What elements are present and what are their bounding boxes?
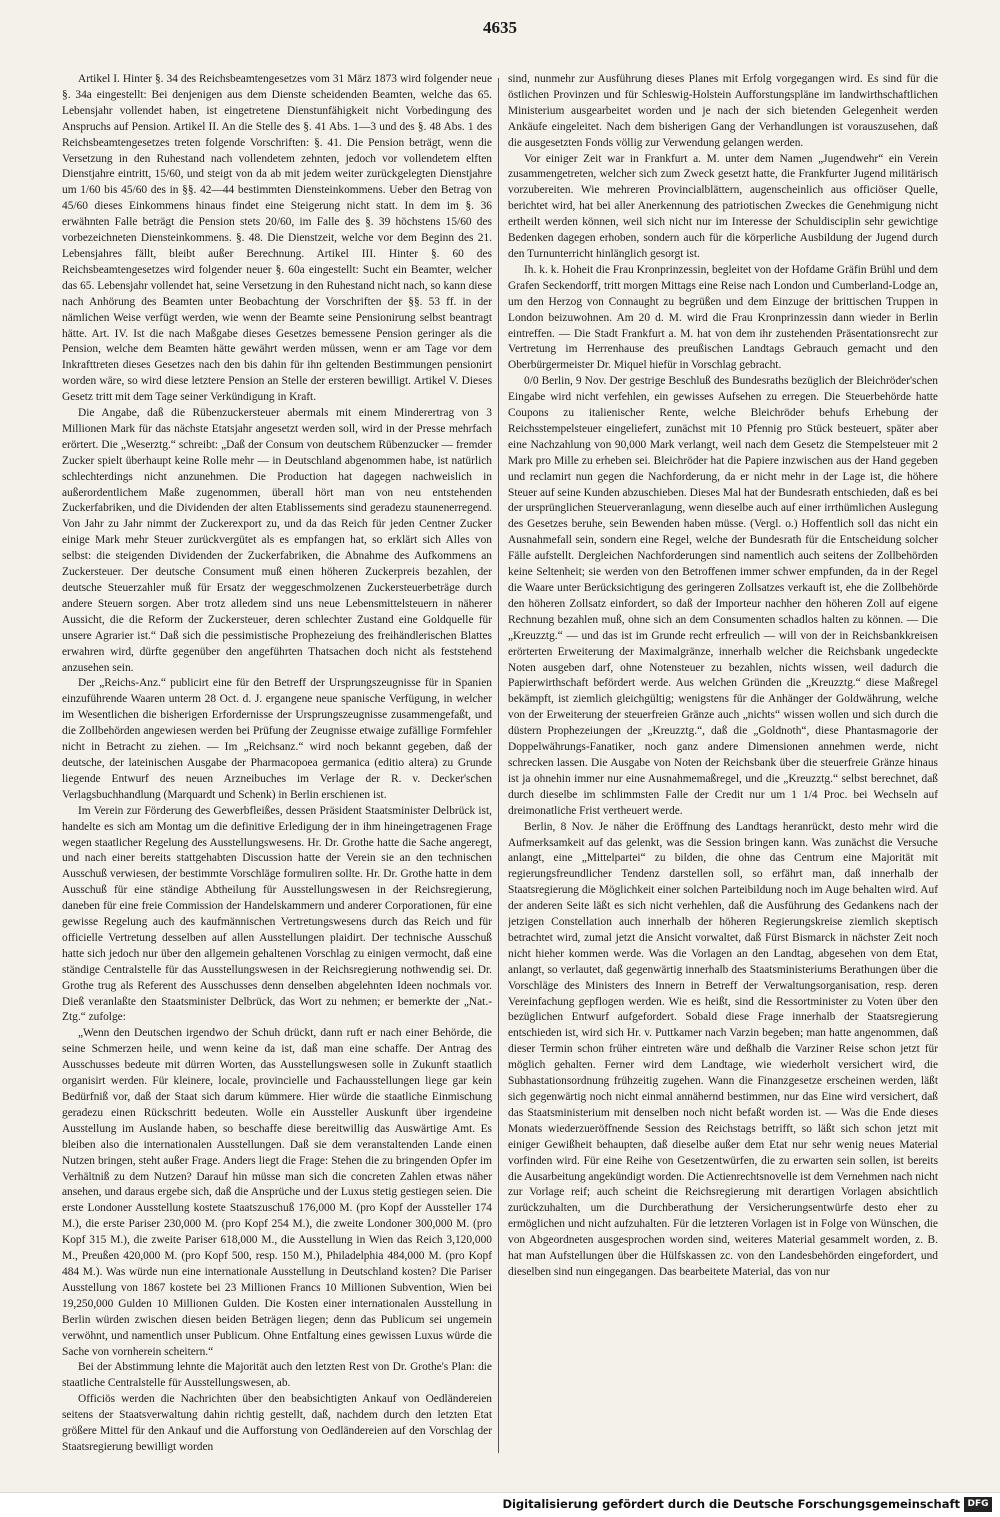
article-paragraph: sind, nunmehr zur Ausführung dieses Planes mit Erfolg vorgegangen wird. Es sind für die östlichen Provinzen und für Schleswig-Holstein Aufforstungspläne im landwirthschaftlichen Ministerium ausgearbeitet worden und je nach der sich bietenden Gelegenheit werden Ankäufe eingeleitet. Nach dem bisherigen Gang der Verhandlungen ist vorauszusehen, daß die ausgesetzten Fonds völlig zur Verwendung gelangen werden.: [508, 73, 938, 149]
column-divider: [498, 78, 499, 1453]
article-paragraph: Bei der Abstimmung lehnte die Majorität auch den letzten Rest von Dr. Grothe's Plan: die staatliche Centralstelle für Ausstellungswesen, ab.: [62, 1361, 492, 1390]
dateline-paragraph: 0/0 Berlin, 9 Nov. Der gestrige Beschluß des Bundesraths bezüglich der Bleichröder'schen Eingabe wird nicht verfehlen, ein gewisses Aufsehen zu erregen. Die Steuerbehörde hatte Coupons zu italienischer Rente, welche Bleichröder behufs Erhebung der Reichsstempelsteuer eingeliefert, zunächst mit 10 Pfennig pro Stück besteuert, später aber eine Nachzahlung von 90,000 Mark verlangt, weil nach dem Gesetz die Stempelsteuer mit 2 Mark pro Mille zu erheben sei. Bleichröder hat die Papiere inzwischen aus der Hand gegeben und reclamirt nun gegen die Nachforderung, da er nicht mehr in der Lage ist, die höhere Steuer auf seine Kunden abzuschieben. Dieses Mal hat der Bundesrath entschieden, daß es bei der ursprünglichen Steuerveranlagung, wenn dieselbe auch auf einer irrthümlichen Auslegung des Gesetzes beruhe, sein Bewenden haben müsse. (Vergl. o.) Hoffentlich soll das nicht ein Ausnahmefall sein, sondern eine Regel, welche der Bundesrath für die Entscheidung solcher Fälle aufstellt. Dergleichen Nachforderungen sind namentlich auch seitens der Zollbehörden keine Seltenheit; sie werden von den Betroffenen immer schwer empfunden, da in der Regel die Waare unter Berücksichtigung des geringeren Zollsatzes verkauft ist, ehe die Zollbehörde den höheren Zollsatz einfordert, so daß der Importeur nachher den höheren Zoll auf eigene Rechnung bezahlen muß, ohne sich an dem Consumenten schadlos halten zu können. — Die „Kreuzztg.“ — und das ist im Grunde recht erfreulich — will von der in Reichsbankkreisen erörterten Erweiterung der Maximalgränze, innerhalb welcher die Reichsbank ungedeckte Noten ausgeben darf, ohne Notensteuer zu bezahlen, nichts wissen, weil dadurch die Papierwirthschaft befördert werde. Aus welchen Gründen die „Kreuzztg.“ diese Maßregel bekämpft, ist ziemlich gleichgültig; wenigstens für die Anhänger der Goldwährung, welche von der Erweiterung der steuerfreien Gränze auch „nichts“ wissen wollen und sich durch die düstern Prophezeiungen der „Kreuzztg.“, daß die „Goldnoth“, diese Phantasmagorie der Doppelwährungs-Fanatiker, noch ganz andere Dimensionen annehmen werde, nicht schrecken lassen. Die Ausgabe von Noten der Reichsbank über die steuerfreie Gränze hinaus ist ja ohnehin immer nur eine Ausnahmemaßregel, und die „Kreuzztg.“ selbst berechnet, daß durch dieselbe im schlimmsten Falle der Credit nur um 1 1/4 Proc. bei Wechseln auf dreimonatliche Frist vertheuert werde.: [508, 375, 938, 817]
article-paragraph: Officiös werden die Nachrichten über den beabsichtigten Ankauf von Oedländereien seitens der Staatsverwaltung dahin richtig gestellt, daß, nachdem durch den letzten Etat größere Mittel für den Ankauf und die Aufforstung von Oedländereien auf den Vorschlag der Staatsregierung bewilligt worden: [62, 1393, 492, 1453]
quote-paragraph: „Wenn den Deutschen irgendwo der Schuh drückt, dann ruft er nach einer Behörde, die seine Schmerzen heile, und wenn keine da ist, daß man eine schaffe. Der Antrag des Ausschusses bedeute mit dürren Worten, das Ausstellungswesen solle in Zukunft staatlich organisirt werden. Für kleinere, locale, provincielle und Fachausstellungen liege gar kein Bedürfniß vor, daß der Staat sich darum kümmere. Hier würde die staatliche Einmischung geradezu einen Rückschritt bedeuten. Wolle ein Aussteller Auskunft über irgendeine Ausstellung im Auslande haben, so beschaffe diese bereitwillig das Auswärtige Amt. Es bleiben also die internationalen Ausstellungen. Daß sie dem veranstaltenden Lande einen Nutzen bringen, steht außer Frage. Anders liegt die Frage: Stehen die zu bringenden Opfer im Verhältniß zu dem Nutzen? Darauf hin müsse man sich die concreten Zahlen etwas näher ansehen, und daraus ergebe sich, daß die Ansprüche und der Luxus stetig gestiegen seien. Die erste Londoner Ausstellung kostete Staatszuschuß 176,000 M. (pro Kopf der Aussteller 174 M.), die erste Pariser 230,000 M. (pro Kopf 254 M.), die zweite Londoner 300,000 M. (pro Kopf 315 M.), die zweite Pariser 618,000 M., die Ausstellung in Wien das Reich 3,120,000 M., Preußen 420,000 M. (pro Kopf 500, resp. 150 M.), Philadelphia 484,000 M. (pro Kopf 484 M.). Was würde nun eine internationale Ausstellung in Deutschland kosten? Die Pariser Ausstellung von 1867 kostete bei 23 Millionen Francs 10 Millionen Subvention, Wien bei 19,250,000 Gulden 10 Millionen Gulden. Die Kosten einer internationalen Ausstellung in Berlin würden zwischen diesen beiden Beträgen liegen; denn das Publicum sei ungemein verwöhnt, und namentlich unser Publicum. Ohne Entfaltung eines gewissen Luxus würde die Sache von vornherein scheitern.“: [62, 1027, 492, 1358]
footer-bar: [0, 1492, 1000, 1517]
left-column: [62, 72, 492, 1472]
article-paragraph: Die Angabe, daß die Rübenzuckersteuer abermals mit einem Minderertrag von 3 Millionen Mark für das nächste Etatsjahr angesetzt werden soll, wird in der Presse mehrfach erörtert. Die „Weserztg.“ schreibt: „Daß der Consum von deutschem Rübenzucker — fremder Zucker spielt überhaupt keine Rolle mehr — in Deutschland abgenommen habe, ist natürlich schlechterdings nicht anzunehmen. Die Production hat dagegen nachweislich in außerordentlichem Maße zugenommen, überall hört man von neu entstehenden Zuckerfabriken, und die Dividenden der alten Etablissements sind geradezu staunenerregend. Von Jahr zu Jahr nimmt der Zuckerexport zu, und da das Reich für jeden Centner Zucker einige Mark mehr Steuer zurückvergütet als es empfangen hat, so erklärt sich Alles von selbst: die steigenden Dividenden der Zuckerfabriken, die Abnahme des Aufkommens an Zuckersteuer. Der deutsche Consument muß einen höheren Zuckerpreis bezahlen, der deutsche Steuerzahler muß für Ersatz der weggeschmolzenen Zuckersteuerbeträge durch andere Steuern sorgen. Aber trotz alledem sind uns neue Lebensmittelsteuern in näherer Aussicht, die die Reform der Zuckersteuer, deren schlechter Zustand eine Goldquelle für unsere Agrarier ist.“ Daß sich die pessimistische Prophezeiung des freihändlerischen Blattes erwahren wird, dürfte gegenüber den angeführten Thatsachen doch nicht als feststehend anzusehen sein.: [62, 407, 492, 674]
right-column: [508, 72, 938, 1472]
article-paragraph: Artikel I. Hinter §. 34 des Reichsbeamtengesetzes vom 31 März 1873 wird folgender neue §. 34a eingestellt: Bei denjenigen aus dem Dienste scheidenden Beamten, welche das 65. Lebensjahr vollendet haben, ist eingetretene Dienstunfähigkeit nicht Vorbedingung des Anspruchs auf Pension. Artikel II. An die Stelle des §. 41 Abs. 1—3 und des §. 48 Abs. 1 des Reichsbeamtengesetzes treten folgende Vorschriften: §. 41. Die Pension beträgt, wenn die Versetzung in den Ruhestand nach vollendetem zehnten, jedoch vor vollendetem elften Dienstjahre eintritt, 15/60, und steigt von da ab mit jedem weiter zurückgelegten Dienstjahre um 1/60 bis 45/60 des in §§. 42—44 bestimmten Diensteinkommens. Ueber den Betrag von 45/60 dieses Einkommens hinaus findet eine Steigerung nicht statt. In dem im §. 36 erwähnten Falle beträgt die Pension stets 20/60, im Falle des §. 39 höchstens 15/60 des vorbezeichneten Diensteinkommens. §. 48. Die Dienstzeit, welche vor dem Beginn des 21. Lebensjahres fällt, bleibt außer Berechnung. Artikel III. Hinter §. 60 des Reichsbeamtengesetzes wird folgender neuer §. 60a eingestellt: Sucht ein Beamter, welcher das 65. Lebensjahr vollendet hat, seine Versetzung in den Ruhestand nicht nach, so kann diese nach Anhörung des Beamten unter Beobachtung der Vorschriften der §§. 53 ff. in der nämlichen Weise verfügt werden, wie wenn der Beamte seine Pensionirung selbst beantragt hätte. Art. IV. Ist die nach Maßgabe dieses Gesetzes bemessene Pension geringer als die Pension, welche dem Beamten hätte gewährt werden müssen, wenn er am Tage vor dem Inkrafttreten dieses Gesetzes nach den bis dahin für ihn geltenden Bestimmungen pensionirt worden wäre, so wird diese letztere Pension an Stelle der ersteren bewilligt. Artikel V. Dieses Gesetz tritt mit dem Tage seiner Verkündigung in Kraft.: [62, 73, 492, 404]
article-paragraph: Vor einiger Zeit war in Frankfurt a. M. unter dem Namen „Jugendwehr“ ein Verein zusammengetreten, welcher sich zum Zweck gesetzt hatte, die Frankfurter Jugend militärisch vorzubereiten. Wie mehreren Provincialblättern, augenscheinlich aus officiöser Quelle, berichtet wird, hat bei aller Anerkennung des patriotischen Zweckes die Genehmigung nicht ertheilt werden können, weil sich nicht nur im Interesse der Schuldisciplin sehr gewichtige Bedenken dagegen erhoben, sondern auch für die körperliche Ausbildung der Jugend durch den Turnunterricht hinlänglich gesorgt ist.: [508, 152, 938, 260]
article-paragraph: Der „Reichs-Anz.“ publicirt eine für den Betreff der Ursprungszeugnisse für in Spanien einzuführende Waaren unterm 28 Oct. d. J. ergangene neue spanische Verfügung, in welcher im Wesentlichen die bisherigen Erfordernisse der Ursprungszeugnisse zusammengefaßt, und die Zollbehörden angewiesen werden bei Prüfung der Zeugnisse etwaige zufällige Formfehler nicht in Betracht zu ziehen. — Im „Reichsanz.“ wird noch bekannt gegeben, daß der deutsche, der lateinischen Ausgabe der Pharmacopoea germanica (editio altera) zu Grunde liegende Entwurf des neuen Arzneibuches im Verlage der R. v. Decker'schen Verlagsbuchhandlung (Marquardt und Schenk) in Berlin erschienen ist.: [62, 677, 492, 801]
article-paragraph: Im Verein zur Förderung des Gewerbfleißes, dessen Präsident Staatsminister Delbrück ist, handelte es sich am Montag um die definitive Erledigung der in ihm hineingetragenen Frage wegen staatlicher Regelung des Ausstellungswesens. Hr. Dr. Grothe hatte die Sache angeregt, und nach einer bereits stattgehabten Discussion hatte der Verein sie an den technischen Ausschuß verwiesen, der bestimmte Vorschläge formuliren sollte. Hr. Dr. Grothe hatte in dem Ausschuß für eine ständige Abtheilung für Ausstellungswesen in der Reichsregierung, daneben für eine freie Commission der Handelskammern und anderer Corporationen, für eine gewisse Regelung auch des kaufmännischen Vertretungswesens durch das Reich und für officielle Vertretung desselben auf allen Ausstellungen plaidirt. Der technische Ausschuß hatte sich jedoch nur über den allgemein gehaltenen Vorschlag zu einigen vermocht, daß eine ständige Centralstelle für das Ausstellungswesen in der Reichsregierung nothwendig sei. Dr. Grothe trug als Referent des Ausschusses denn denselben abgelehnten Ideen nochmals vor. Dieß veranlaßte den Staatsminister Delbrück, das Wort zu nehmen; er bemerkte der „Nat.-Ztg.“ zufolge:: [62, 804, 492, 1024]
footer-credit: Digitalisierung gefördert durch die Deutsche Forschungsgemeinschaft: [502, 1497, 960, 1511]
article-paragraph: Ih. k. k. Hoheit die Frau Kronprinzessin, begleitet von der Hofdame Gräfin Brühl und dem Grafen Seckendorff, tritt morgen Mittags eine Reise nach London und Cumberland-Lodge an, um den Herzog von Connaught zu begrüßen und dem Einzuge der brittischen Truppen in London beizuwohnen. Am 20 d. M. wird die Frau Kronprinzessin dann wieder in Berlin eintreffen. — Die Stadt Frankfurt a. M. hat von dem ihr zustehenden Präsentationsrecht zur Vertretung im Herrenhause des preußischen Landtags Gebrauch gemacht und den Oberbürgermeister Dr. Miquel hiefür in Vorschlag gebracht.: [508, 263, 938, 372]
dateline-paragraph: Berlin, 8 Nov. Je näher die Eröffnung des Landtags heranrückt, desto mehr wird die Aufmerksamkeit auf das gelenkt, was die Session bringen kann. Was zunächst die Versuche anlangt, eine „Mittelpartei“ zu bilden, die ohne das Centrum eine Majorität mit regierungsfreundlicher Tendenz darstellen soll, so erfährt man, daß innerhalb der Staatsregierung die Möglichkeit einer solchen Parteibildung noch im Auge behalten wird. Auf der anderen Seite läßt es sich nicht verhehlen, daß die Ausführung des Gedankens nach der jetzigen Constellation auch innerhalb der höheren Regierungskreise ziemlich skeptisch betrachtet wird, zumal jetzt die Ansicht vorwaltet, daß Fürst Bismarck in nächster Zeit noch nicht hieher kommen werde. Was die Vorlagen an den Landtag, abgesehen von dem Etat, anlangt, so verlautet, daß gegenwärtig innerhalb des Staatsministeriums Berathungen über die Vorschläge des Ministers des Innern in Betreff der Verwaltungsorganisation, resp. deren Vereinfachung gepflogen werden. Wie es heißt, sind die Ressortminister zu Voten über den bezüglichen Entwurf aufgefordert. Sobald diese Frage innerhalb der Staatsregierung entschieden ist, wird sich Hr. v. Puttkamer nach Varzin begeben; man hatte angenommen, daß dieser Termin schon früher eintreten wäre und deßhalb die Varziner Reise schon jetzt für möglich gehalten. Ferner wird dem Landtage, wie wiederholt versichert wird, die Subhastationsordnung frühzeitig zugehen. Wann die Finanzgesetze erscheinen werden, läßt sich gegenwärtig noch nicht einmal annähernd bestimmen, nur das Eine wird versichert, daß das Staatsministerium mit denselben noch nicht befaßt worden ist. — Was die Ende dieses Monats wiederzueröffnende Session des Reichstags betrifft, so läßt sich schon jetzt mit einiger Gewißheit behaupten, daß dieselbe außer dem Etat nur sehr wenig neues Material vorfinden wird. Für eine Reihe von Gesetzentwürfen, die zu erwarten sein sollen, ist bereits die Ausarbeitung angekündigt worden. Die Actienrechtsnovelle ist dem Vernehmen nach nicht zur Vorlage reif; auch scheint die Reichsregierung mit derartigen Vorlagen absichtlich zurückzuhalten, um die Durchberathung der Versicherungsentwürfe desto eher zu ermöglichen und nicht aufzuhalten. Für die letzteren Vorlagen ist in Folge von Wünschen, die von Abgeordneten ausgesprochen worden sind, weiteres Material gesammelt worden, z. B. hat man Aufstellungen über die Hülfskassen zc. von den Landesbehörden eingefordert, und dieselben sind nun eingegangen. Das bearbeitete Material, das von nur: [508, 820, 938, 1278]
page-number: 4635: [483, 18, 517, 37]
dfg-logo-icon: DFG: [964, 1497, 992, 1512]
